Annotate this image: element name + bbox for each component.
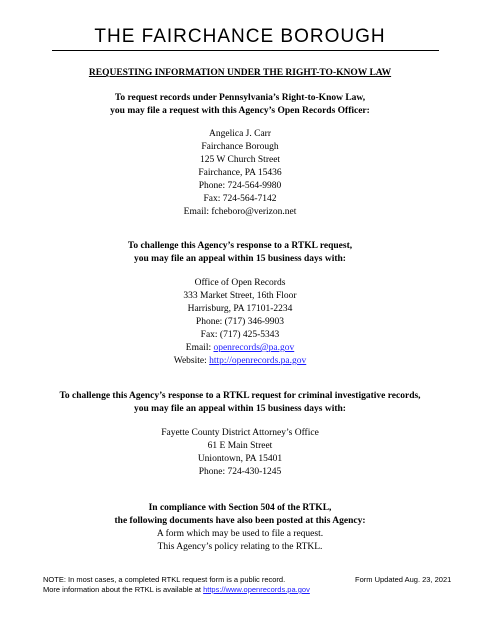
- officer-email-line: [0, 206, 480, 219]
- appeal-line-2: you may file an appeal within 15 business days with:: [134, 254, 346, 264]
- oor-phone: Phone: (717) 346-9903: [195, 317, 285, 327]
- intro-line-2: you may file a request with this Agency’s Open Records Officer:: [110, 106, 370, 116]
- compliance-item-2: This Agency’s policy relating to the RTKL.: [157, 542, 323, 552]
- compliance-line-1: In compliance with Section 504 of the RTKL,: [148, 503, 332, 513]
- criminal-line-1: To challenge this Agency’s response to a RTKL request for criminal investigative records,: [59, 391, 421, 401]
- officer-phone: Phone: 724-564-9980: [198, 181, 282, 191]
- da-street: 61 E Main Street: [207, 441, 273, 451]
- officer-street: 125 W Church Street: [199, 155, 281, 165]
- officer-org: Fairchance Borough: [201, 142, 279, 152]
- section-heading: REQUESTING INFORMATION UNDER THE RIGHT-TO-KNOW LAW: [88, 68, 392, 78]
- officer-address: [0, 128, 480, 219]
- officer-name: Angelica J. Carr: [209, 129, 271, 139]
- oor-name: Office of Open Records: [194, 278, 286, 288]
- oor-address: [0, 277, 480, 368]
- oor-email-link[interactable]: openrecords@pa.gov: [213, 343, 295, 353]
- footer-more-label: More information about the RTKL is available at: [43, 585, 204, 594]
- footer-more-link[interactable]: https://www.openrecords.pa.gov: [203, 585, 310, 594]
- footer-note: [43, 575, 310, 595]
- officer-fax: Fax: 724-564-7142: [203, 194, 277, 204]
- oor-website-label: Website:: [173, 356, 210, 366]
- oor-fax: Fax: (717) 425-5343: [200, 330, 280, 340]
- da-phone: Phone: 724-430-1245: [198, 467, 282, 477]
- oor-email-label: Email:: [185, 343, 214, 353]
- title-divider: [52, 50, 439, 51]
- intro-line-1: To request records under Pennsylvania’s Right-to-Know Law,: [114, 93, 366, 103]
- da-city: Uniontown, PA 15401: [197, 454, 283, 464]
- compliance-line-2: the following documents have also been posted at this Agency:: [114, 516, 366, 526]
- appeal-line-1: To challenge this Agency’s response to a RTKL request,: [127, 241, 353, 251]
- da-address: [0, 427, 480, 479]
- appeal-block: [0, 240, 480, 266]
- form-updated-date: Form Updated Aug. 23, 2021: [355, 575, 452, 584]
- oor-website-link[interactable]: http://openrecords.pa.gov: [209, 356, 307, 366]
- officer-city: Fairchance, PA 15436: [198, 168, 282, 178]
- officer-email-label: Email:: [183, 207, 212, 217]
- compliance-block: [0, 502, 480, 554]
- oor-website-line: [0, 355, 480, 368]
- officer-email: fcheboro@verizon.net: [211, 207, 297, 217]
- oor-street: 333 Market Street, 16th Floor: [183, 291, 297, 301]
- page-title: THE FAIRCHANCE BOROUGH: [94, 26, 386, 47]
- footer-note-line: NOTE: In most cases, a completed RTKL request form is a public record.: [43, 575, 286, 584]
- compliance-item-1: A form which may be used to file a request.: [156, 529, 324, 539]
- intro-block: [0, 92, 480, 118]
- criminal-line-2: you may file an appeal within 15 business days with:: [134, 404, 346, 414]
- oor-email-line: [0, 342, 480, 355]
- oor-city: Harrisburg, PA 17101-2234: [187, 304, 293, 314]
- criminal-appeal-block: [0, 390, 480, 416]
- da-name: Fayette County District Attorney’s Office: [161, 428, 319, 438]
- footer-more-line: [43, 585, 310, 595]
